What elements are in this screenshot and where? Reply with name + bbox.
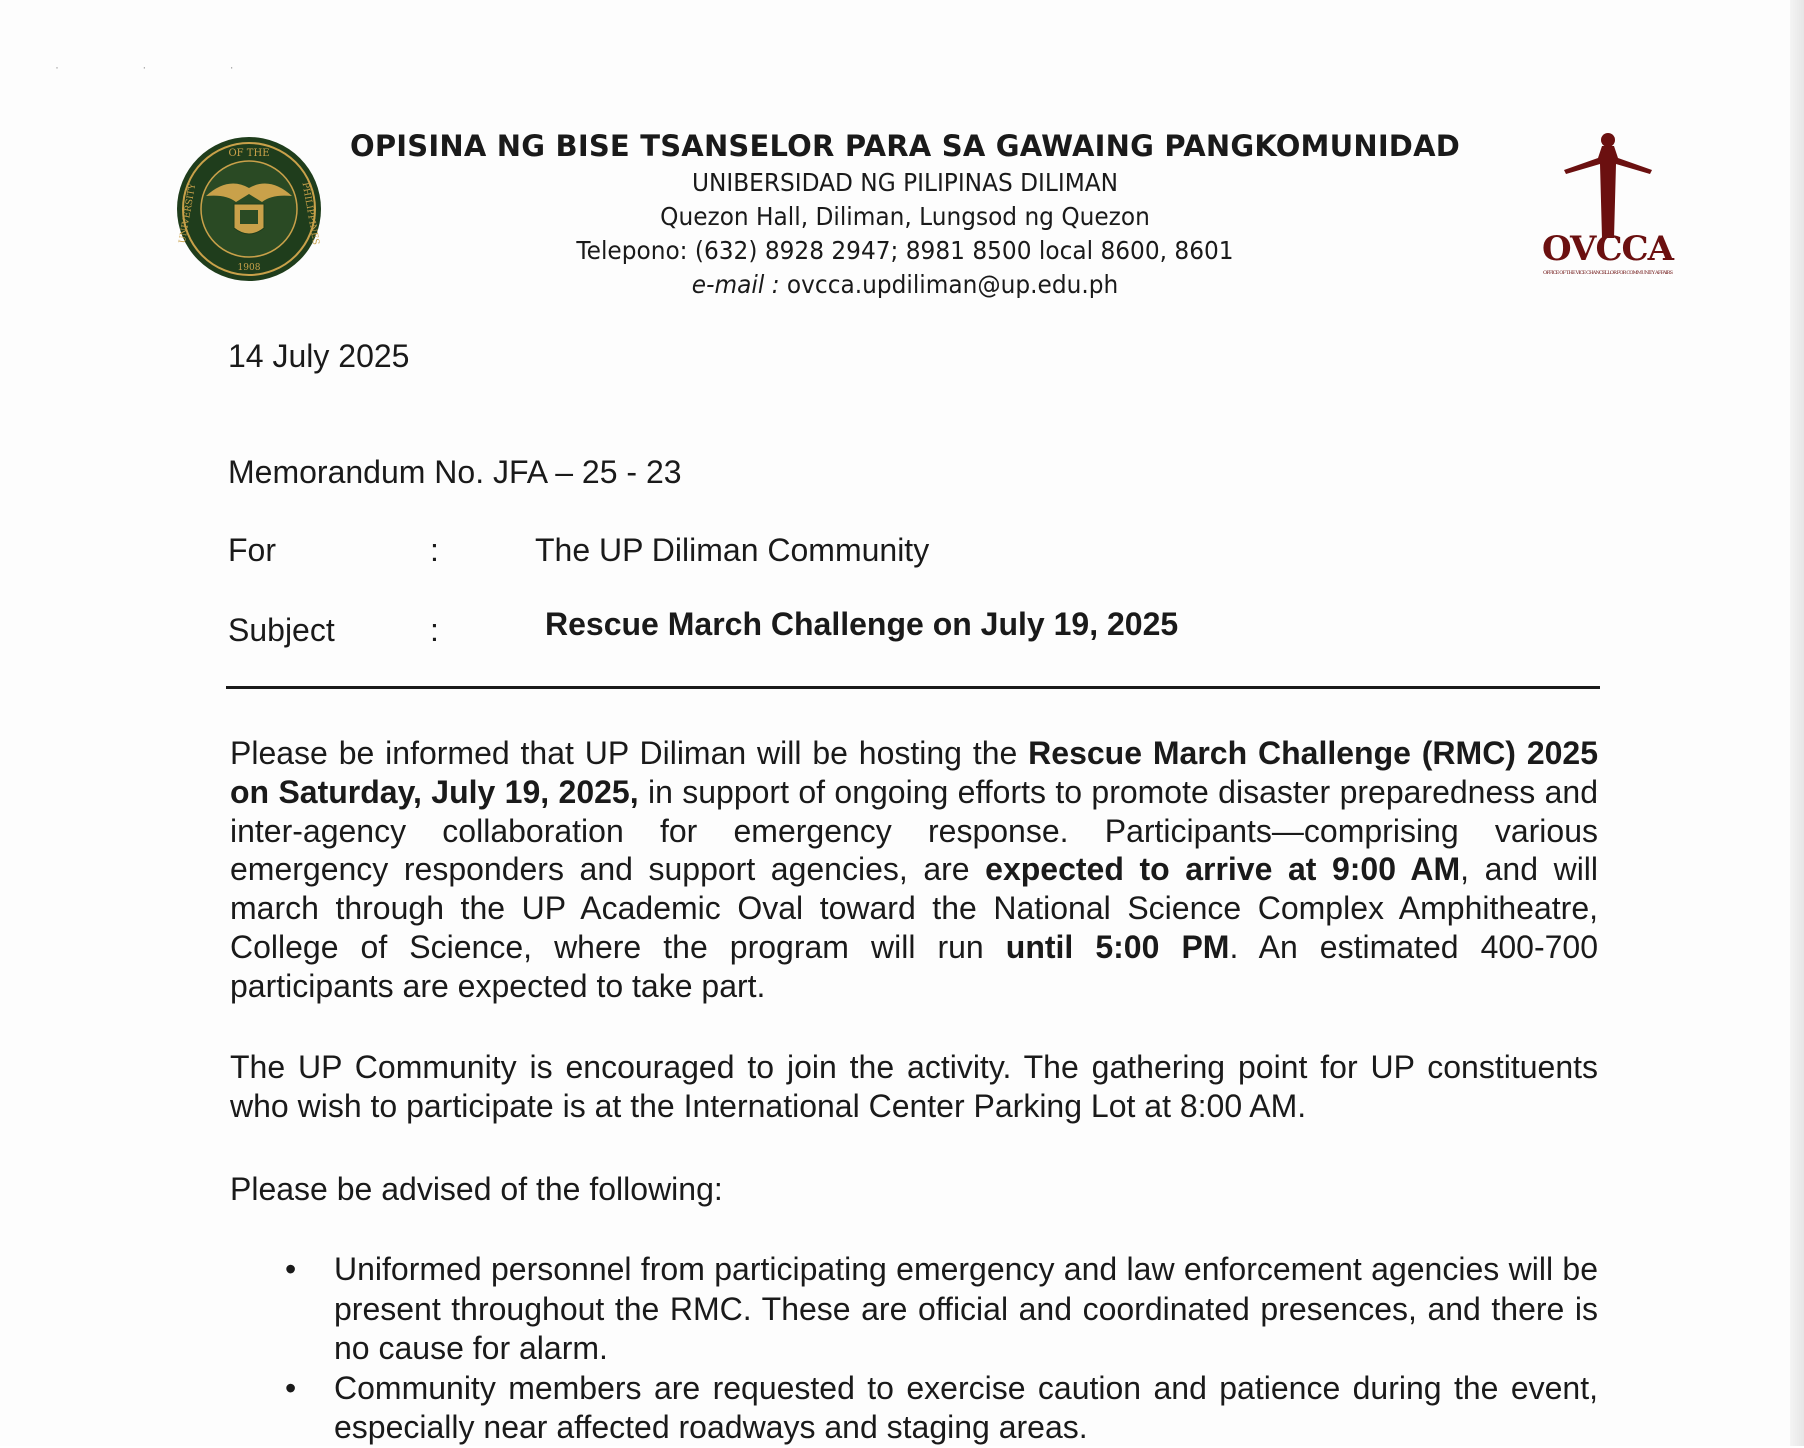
for-colon: : — [430, 532, 439, 568]
ovcca-logo — [1538, 128, 1678, 288]
paragraph-announcement — [230, 734, 1598, 1006]
letterhead — [330, 126, 1480, 302]
subject-label: Subject — [228, 612, 335, 648]
university-name: UNIBERSIDAD NG PILIPINAS DILIMAN — [691, 168, 1119, 197]
email-label: e-mail : — [691, 270, 780, 299]
list-item-text: Uniformed personnel from participating emergency and law enforcement agencies will be present throughout the RMC. These are official and coordinated presences, and there is no cause for alarm. — [334, 1251, 1598, 1366]
office-address: Quezon Hall, Diliman, Lungsod ng Quezon — [660, 202, 1150, 231]
list-item-text: Community members are requested to exercise caution and patience during the event, especially near affected roadways and staging areas. — [334, 1369, 1598, 1445]
paragraph1-text-2: in support of ongoing efforts to promote disaster preparedness and inter-agency collaboration for emergency response. Participants—comprising various emergency responders and support agencies, are — [230, 773, 1599, 888]
bullet-dot-icon: • — [285, 1251, 297, 1287]
office-name: OPISINA NG BISE TSANSELOR PARA SA GAWAING PANGKOMUNIDAD — [350, 129, 1460, 163]
paragraph-invitation: The UP Community is encouraged to join the activity. The gathering point for UP constituents who wish to participate is at the International Center Parking Lot at 8:00 AM. — [230, 1049, 1598, 1124]
paragraph-advisory-intro: Please be advised of the following: — [230, 1171, 723, 1207]
advisory-list — [230, 1250, 1598, 1448]
list-item — [230, 1250, 1598, 1369]
bullet-dot-icon: • — [285, 1369, 297, 1406]
seal-year: 1908 — [237, 263, 261, 273]
page-edge-shadow — [1790, 0, 1804, 1446]
office-telephone: Telepono: (632) 8928 2947; 8981 8500 local 8600, 8601 — [576, 236, 1234, 265]
up-seal-logo — [176, 136, 322, 282]
seal-text-right: PHILIPPINES — [299, 181, 321, 246]
list-item — [230, 1369, 1598, 1448]
ovcca-logo-text: OVCCA — [1542, 229, 1674, 269]
paragraph1-text-4: . An estimated 400-700 participants are expected to take part. — [230, 928, 1599, 1004]
paragraph1-text-1: Please be informed that UP Diliman will be hosting the — [230, 735, 1029, 771]
header-divider — [226, 686, 1600, 689]
for-value: The UP Diliman Community — [535, 532, 930, 568]
for-label: For — [228, 532, 276, 568]
paragraph1-bold-event: Rescue March Challenge (RMC) 2025 on Saturday, July 19, 2025, — [230, 735, 1598, 810]
memo-number: Memorandum No. JFA – 25 - 23 — [228, 454, 682, 490]
memo-date: 14 July 2025 — [228, 338, 410, 374]
scan-specks: · · · — [55, 60, 274, 74]
ovcca-logo-subtext: OFFICE OF THE VICE CHANCELLOR FOR COMMUNITY AFFAIRS — [1543, 270, 1673, 276]
paragraph1-bold-end-time: until 5:00 PM — [1005, 928, 1230, 965]
subject-value: Rescue March Challenge on July 19, 2025 — [545, 606, 1179, 642]
paragraph1-text-3: , and will march through the UP Academic Oval toward the National Science Complex Amphitheatre, College of Science, where the program will run — [230, 851, 1599, 965]
email-address: ovcca.updiliman@up.edu.ph — [786, 270, 1119, 299]
paragraph1-bold-arrival: expected to arrive at 9:00 AM — [985, 851, 1461, 888]
subject-colon: : — [430, 612, 439, 648]
seal-text-left: UNIVERSITY — [177, 182, 199, 245]
seal-text-top: OF THE — [228, 148, 270, 159]
office-email-line — [370, 268, 1440, 302]
